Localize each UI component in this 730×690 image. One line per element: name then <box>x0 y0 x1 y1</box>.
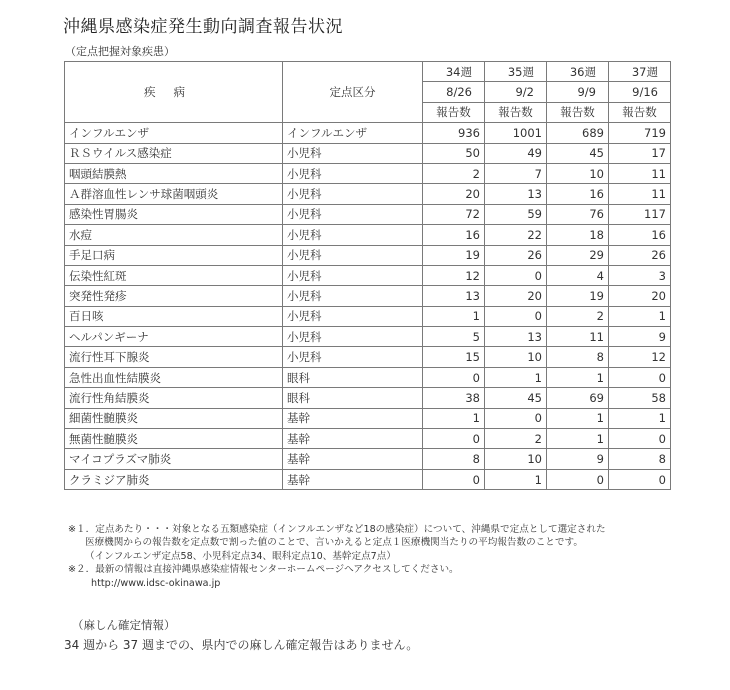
report-count: 0 <box>485 408 547 428</box>
header-week-37: 37週 <box>609 62 671 82</box>
table-row <box>65 327 671 347</box>
report-count: 4 <box>547 265 609 285</box>
sentinel-category: 小児科 <box>283 265 423 285</box>
report-count: 29 <box>547 245 609 265</box>
header-category: 定点区分 <box>283 62 423 123</box>
report-count: 9 <box>547 449 609 469</box>
report-count: 1 <box>609 408 671 428</box>
disease-name: 水痘 <box>65 225 283 245</box>
report-count: 0 <box>609 429 671 449</box>
header-week-34: 34週 <box>423 62 485 82</box>
report-count: 10 <box>485 347 547 367</box>
table-row <box>65 306 671 326</box>
disease-name: 感染性胃腸炎 <box>65 204 283 224</box>
report-count: 18 <box>547 225 609 245</box>
report-count: 1 <box>609 306 671 326</box>
report-count: 1 <box>547 367 609 387</box>
report-count: 1 <box>547 429 609 449</box>
header-count-37: 報告数 <box>609 102 671 122</box>
table-row <box>65 143 671 163</box>
report-count: 2 <box>547 306 609 326</box>
report-count: 8 <box>423 449 485 469</box>
report-count: 689 <box>547 123 609 143</box>
table-row <box>65 204 671 224</box>
report-count: 7 <box>485 163 547 183</box>
report-count: 49 <box>485 143 547 163</box>
header-date-36: 9/9 <box>547 82 609 102</box>
header-row-weeks <box>65 62 671 82</box>
report-count: 10 <box>547 163 609 183</box>
header-date-34: 8/26 <box>423 82 485 102</box>
table-row <box>65 123 671 143</box>
table-row <box>65 286 671 306</box>
report-count: 13 <box>485 327 547 347</box>
report-count: 20 <box>485 286 547 306</box>
report-count: 17 <box>609 143 671 163</box>
report-count: 8 <box>609 449 671 469</box>
report-count: 12 <box>609 347 671 367</box>
disease-name: 百日咳 <box>65 306 283 326</box>
report-count: 1 <box>547 408 609 428</box>
header-count-36: 報告数 <box>547 102 609 122</box>
report-count: 38 <box>423 388 485 408</box>
footnotes <box>68 523 668 590</box>
report-count: 0 <box>423 429 485 449</box>
disease-name: ヘルパンギーナ <box>65 327 283 347</box>
sentinel-category: 小児科 <box>283 347 423 367</box>
report-count: 117 <box>609 204 671 224</box>
table-row <box>65 245 671 265</box>
sentinel-category: 小児科 <box>283 327 423 347</box>
disease-name: 急性出血性結膜炎 <box>65 367 283 387</box>
report-count: 1 <box>423 408 485 428</box>
report-count: 2 <box>423 163 485 183</box>
table-row <box>65 408 671 428</box>
sentinel-category: インフルエンザ <box>283 123 423 143</box>
table-row <box>65 469 671 489</box>
report-count: 719 <box>609 123 671 143</box>
disease-name: クラミジア肺炎 <box>65 469 283 489</box>
report-count: 16 <box>609 225 671 245</box>
report-count: 0 <box>609 469 671 489</box>
report-count: 11 <box>609 163 671 183</box>
report-count: 1 <box>485 469 547 489</box>
report-count: 45 <box>547 143 609 163</box>
disease-name: インフルエンザ <box>65 123 283 143</box>
sentinel-category: 小児科 <box>283 204 423 224</box>
report-count: 0 <box>485 306 547 326</box>
table-body <box>65 123 671 490</box>
table-row <box>65 388 671 408</box>
report-count: 13 <box>423 286 485 306</box>
disease-name: ＲＳウイルス感染症 <box>65 143 283 163</box>
disease-name: 無菌性髄膜炎 <box>65 429 283 449</box>
header-count-35: 報告数 <box>485 102 547 122</box>
table-row <box>65 265 671 285</box>
report-count: 72 <box>423 204 485 224</box>
report-count: 13 <box>485 184 547 204</box>
disease-name: 手足口病 <box>65 245 283 265</box>
sentinel-category: 小児科 <box>283 286 423 306</box>
report-count: 936 <box>423 123 485 143</box>
report-count: 9 <box>609 327 671 347</box>
table-row <box>65 429 671 449</box>
disease-name: 流行性角結膜炎 <box>65 388 283 408</box>
disease-name: 咽頭結膜熱 <box>65 163 283 183</box>
report-count: 16 <box>547 184 609 204</box>
report-count: 58 <box>609 388 671 408</box>
report-count: 11 <box>547 327 609 347</box>
report-count: 1001 <box>485 123 547 143</box>
measles-text: 34 週から 37 週までの、県内での麻しん確定報告はありません。 <box>64 638 419 652</box>
report-count: 45 <box>485 388 547 408</box>
report-count: 19 <box>423 245 485 265</box>
table-row <box>65 184 671 204</box>
surveillance-table <box>64 61 671 490</box>
sentinel-category: 小児科 <box>283 225 423 245</box>
report-count: 1 <box>485 367 547 387</box>
info-center-url[interactable]: http://www.idsc-okinawa.jp <box>91 577 221 589</box>
header-week-35: 35週 <box>485 62 547 82</box>
disease-name: 伝染性紅斑 <box>65 265 283 285</box>
report-count: 15 <box>423 347 485 367</box>
report-count: 26 <box>609 245 671 265</box>
table-row <box>65 367 671 387</box>
header-count-34: 報告数 <box>423 102 485 122</box>
report-count: 0 <box>423 469 485 489</box>
table-row <box>65 347 671 367</box>
report-count: 2 <box>485 429 547 449</box>
sentinel-category: 基幹 <box>283 469 423 489</box>
report-count: 0 <box>485 265 547 285</box>
report-count: 76 <box>547 204 609 224</box>
report-count: 8 <box>547 347 609 367</box>
report-count: 5 <box>423 327 485 347</box>
header-date-37: 9/16 <box>609 82 671 102</box>
disease-name: 突発性発疹 <box>65 286 283 306</box>
note-1-line-1: ※１．定点あたり・・・対象となる五類感染症（インフルエンザなど18の感染症）について、沖縄県で定点として選定された <box>68 524 606 535</box>
note-2-line-1: ※２．最新の情報は直接沖縄県感染症情報センターホームページへアクセスしてください。 <box>68 564 459 576</box>
header-week-36: 36週 <box>547 62 609 82</box>
report-count: 59 <box>485 204 547 224</box>
report-count: 26 <box>485 245 547 265</box>
report-count: 1 <box>423 306 485 326</box>
report-count: 0 <box>423 367 485 387</box>
disease-name: Ａ群溶血性レンサ球菌咽頭炎 <box>65 184 283 204</box>
measles-heading: （麻しん確定情報） <box>72 618 176 632</box>
page-title: 沖縄県感染症発生動向調査報告状況 <box>63 17 343 37</box>
note-1-line-3: （インフルエンザ定点58、小児科定点34、眼科定点10、基幹定点7点） <box>85 550 396 562</box>
table-row <box>65 449 671 469</box>
sentinel-category: 小児科 <box>283 245 423 265</box>
report-count: 11 <box>609 184 671 204</box>
disease-name: マイコプラズマ肺炎 <box>65 449 283 469</box>
sentinel-category: 眼科 <box>283 388 423 408</box>
report-count: 10 <box>485 449 547 469</box>
note-1-line-2: 医療機関からの報告数を定点数で割った値のことで、言いかえると定点１医療機関当たりの平均報告数のことです。 <box>85 537 583 549</box>
disease-name: 細菌性髄膜炎 <box>65 408 283 428</box>
report-count: 0 <box>609 367 671 387</box>
report-count: 69 <box>547 388 609 408</box>
page-subtitle: （定点把握対象疾患） <box>65 45 175 58</box>
report-count: 12 <box>423 265 485 285</box>
sentinel-category: 眼科 <box>283 367 423 387</box>
sentinel-category: 小児科 <box>283 184 423 204</box>
report-count: 3 <box>609 265 671 285</box>
report-count: 16 <box>423 225 485 245</box>
report-count: 22 <box>485 225 547 245</box>
sentinel-category: 基幹 <box>283 429 423 449</box>
sentinel-category: 小児科 <box>283 306 423 326</box>
sentinel-category: 基幹 <box>283 408 423 428</box>
report-count: 20 <box>423 184 485 204</box>
report-count: 20 <box>609 286 671 306</box>
report-count: 19 <box>547 286 609 306</box>
sentinel-category: 基幹 <box>283 449 423 469</box>
sentinel-category: 小児科 <box>283 163 423 183</box>
header-disease: 疾病 <box>65 62 283 123</box>
sentinel-category: 小児科 <box>283 143 423 163</box>
disease-name: 流行性耳下腺炎 <box>65 347 283 367</box>
table-row <box>65 163 671 183</box>
report-count: 50 <box>423 143 485 163</box>
header-date-35: 9/2 <box>485 82 547 102</box>
report-count: 0 <box>547 469 609 489</box>
table-row <box>65 225 671 245</box>
